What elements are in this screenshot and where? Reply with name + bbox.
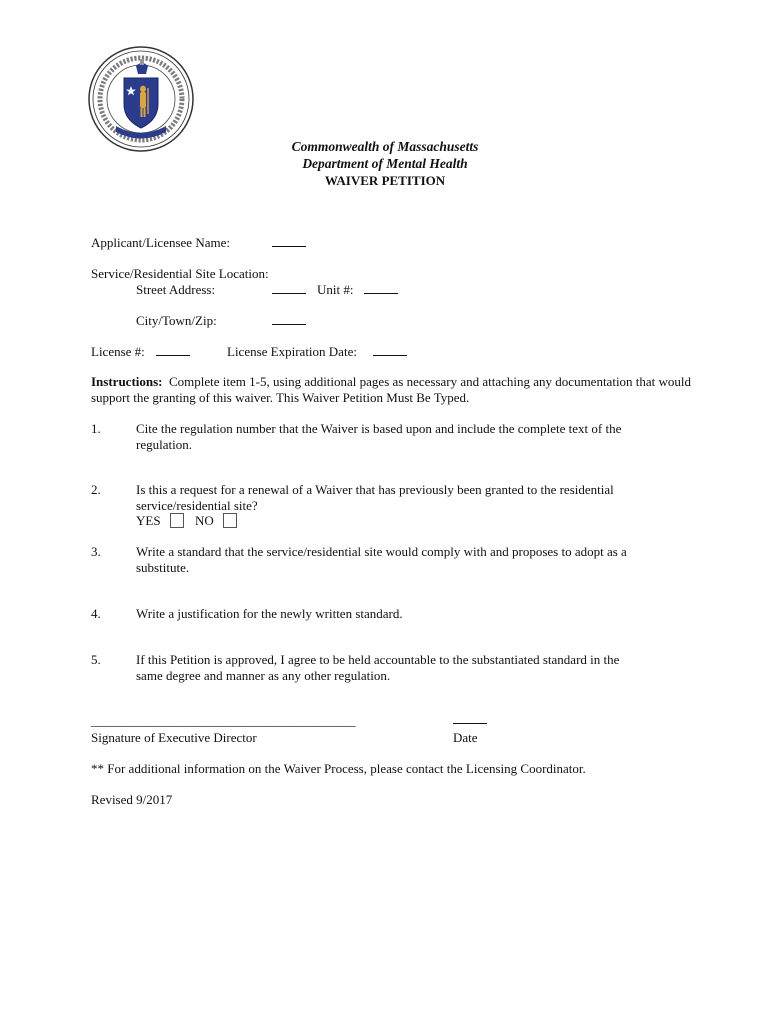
instructions-lead: Instructions: xyxy=(91,374,163,389)
item-text-line: Write a standard that the service/residential site would comply with and proposes to adopt as a xyxy=(136,544,627,559)
item-text-line: If this Petition is approved, I agree to be held accountable to the substantiated standard in the xyxy=(136,652,620,667)
header-commonwealth: Commonwealth of Massachusetts xyxy=(291,139,479,154)
item-number: 5. xyxy=(91,652,101,667)
item-text-line: regulation. xyxy=(136,437,192,452)
site-location-label: Service/Residential Site Location: xyxy=(91,266,269,281)
item-number: 3. xyxy=(91,544,101,559)
signature-line: ____________________________________________ xyxy=(91,713,355,728)
license-expiration-field[interactable] xyxy=(373,343,407,356)
applicant-name-field[interactable] xyxy=(272,234,306,247)
item-text-line: Cite the regulation number that the Waiver is based upon and include the complete text of the xyxy=(136,421,622,436)
massachusetts-seal-logo xyxy=(86,44,196,154)
date-field[interactable] xyxy=(453,711,487,724)
item-text-line: Is this a request for a renewal of a Waiver that has previously been granted to the residential xyxy=(136,482,614,497)
item-text-line: Write a justification for the newly written standard. xyxy=(136,606,403,621)
instructions-text: Complete item 1-5, using additional pages as necessary and attaching any documentation that would support the granting of this waiver. This Waiver Petition Must Be Typed. xyxy=(91,374,692,405)
license-number-field[interactable] xyxy=(156,343,190,356)
yes-checkbox[interactable] xyxy=(170,513,184,528)
license-expiration-label: License Expiration Date: xyxy=(227,344,357,359)
item-text-line: service/residential site? xyxy=(136,498,258,513)
no-label: NO xyxy=(195,513,214,528)
item-number: 1. xyxy=(91,421,101,436)
unit-field[interactable] xyxy=(364,281,398,294)
item-number: 2. xyxy=(91,482,101,497)
item-text-line: same degree and manner as any other regulation. xyxy=(136,668,391,683)
footer-note: ** For additional information on the Waiver Process, please contact the Licensing Coordinator. xyxy=(91,761,586,776)
instructions-paragraph xyxy=(91,374,701,406)
city-town-zip-field[interactable] xyxy=(272,312,306,325)
no-checkbox[interactable] xyxy=(223,513,237,528)
applicant-name-label: Applicant/Licensee Name: xyxy=(91,235,230,250)
license-number-label: License #: xyxy=(91,344,145,359)
revised-date: Revised 9/2017 xyxy=(91,792,173,807)
signature-label: Signature of Executive Director xyxy=(91,730,257,745)
header-department: Department of Mental Health xyxy=(302,156,468,171)
yes-label: YES xyxy=(136,513,161,528)
street-address-field[interactable] xyxy=(272,281,306,294)
item-text-line: substitute. xyxy=(136,560,190,575)
unit-label: Unit #: xyxy=(317,282,354,297)
document-title: WAIVER PETITION xyxy=(324,173,446,188)
street-address-label: Street Address: xyxy=(136,282,216,297)
date-label: Date xyxy=(453,730,478,745)
city-town-zip-label: City/Town/Zip: xyxy=(136,313,217,328)
item-number: 4. xyxy=(91,606,101,621)
